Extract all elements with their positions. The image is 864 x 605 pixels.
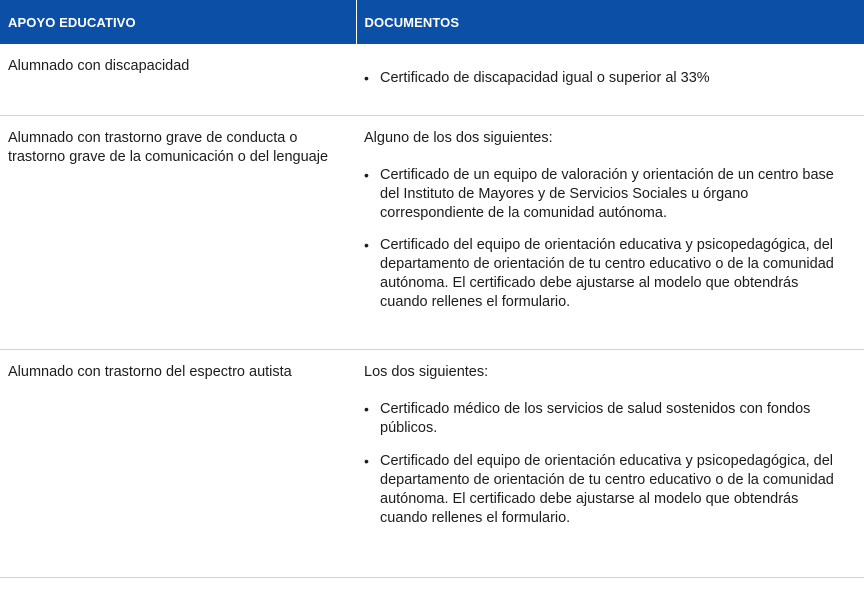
bullet-icon: •	[364, 237, 369, 253]
documents-list	[364, 69, 844, 88]
table-row	[0, 116, 864, 350]
documents-list	[364, 400, 844, 528]
bullet-icon: •	[364, 453, 369, 469]
document-text: Certificado de discapacidad igual o superior al 33%	[380, 70, 710, 86]
list-item	[364, 69, 844, 88]
support-cell	[0, 116, 356, 350]
list-item	[364, 236, 844, 312]
list-item	[364, 400, 844, 438]
documents-cell	[356, 116, 864, 350]
documents-cell	[356, 350, 864, 578]
table-row	[0, 44, 864, 116]
bullet-icon: •	[364, 167, 369, 183]
table-row	[0, 350, 864, 578]
support-label: Alumnado con discapacidad	[8, 58, 190, 74]
support-cell	[0, 44, 356, 116]
header-documentos: DOCUMENTOS	[356, 0, 864, 44]
bullet-icon: •	[364, 401, 369, 417]
document-text: Certificado de un equipo de valoración y orientación de un centro base del Instituto de Mayores y de Servicios Sociales u órgano correspondiente de la comunidad autónoma.	[380, 167, 834, 221]
document-text: Certificado del equipo de orientación educativa y psicopedagógica, del departamento de orientación de tu centro educativo o de la comunidad autónoma. El certificado debe ajustarse al modelo que obtendrás cuando rellenes el formulario.	[380, 453, 834, 526]
table-header	[0, 0, 864, 44]
document-text: Certificado médico de los servicios de salud sostenidos con fondos públicos.	[380, 401, 811, 436]
documents-intro: Los dos siguientes:	[364, 364, 489, 380]
documents-cell	[356, 44, 864, 116]
documents-list	[364, 166, 844, 312]
list-item	[364, 166, 844, 223]
support-label: Alumnado con trastorno del espectro autista	[8, 364, 292, 380]
support-cell	[0, 350, 356, 578]
header-apoyo-educativo: APOYO EDUCATIVO	[0, 0, 356, 44]
list-item	[364, 452, 844, 528]
header-row	[0, 0, 864, 44]
document-text: Certificado del equipo de orientación educativa y psicopedagógica, del departamento de orientación de tu centro educativo o de la comunidad autónoma. El certificado debe ajustarse al modelo que obtendrás cuando rellenes el formulario.	[380, 237, 834, 310]
support-label: Alumnado con trastorno grave de conducta o trastorno grave de la comunicación o del lenguaje	[8, 130, 329, 165]
documents-intro: Alguno de los dos siguientes:	[364, 130, 553, 146]
bullet-icon: •	[364, 70, 369, 86]
